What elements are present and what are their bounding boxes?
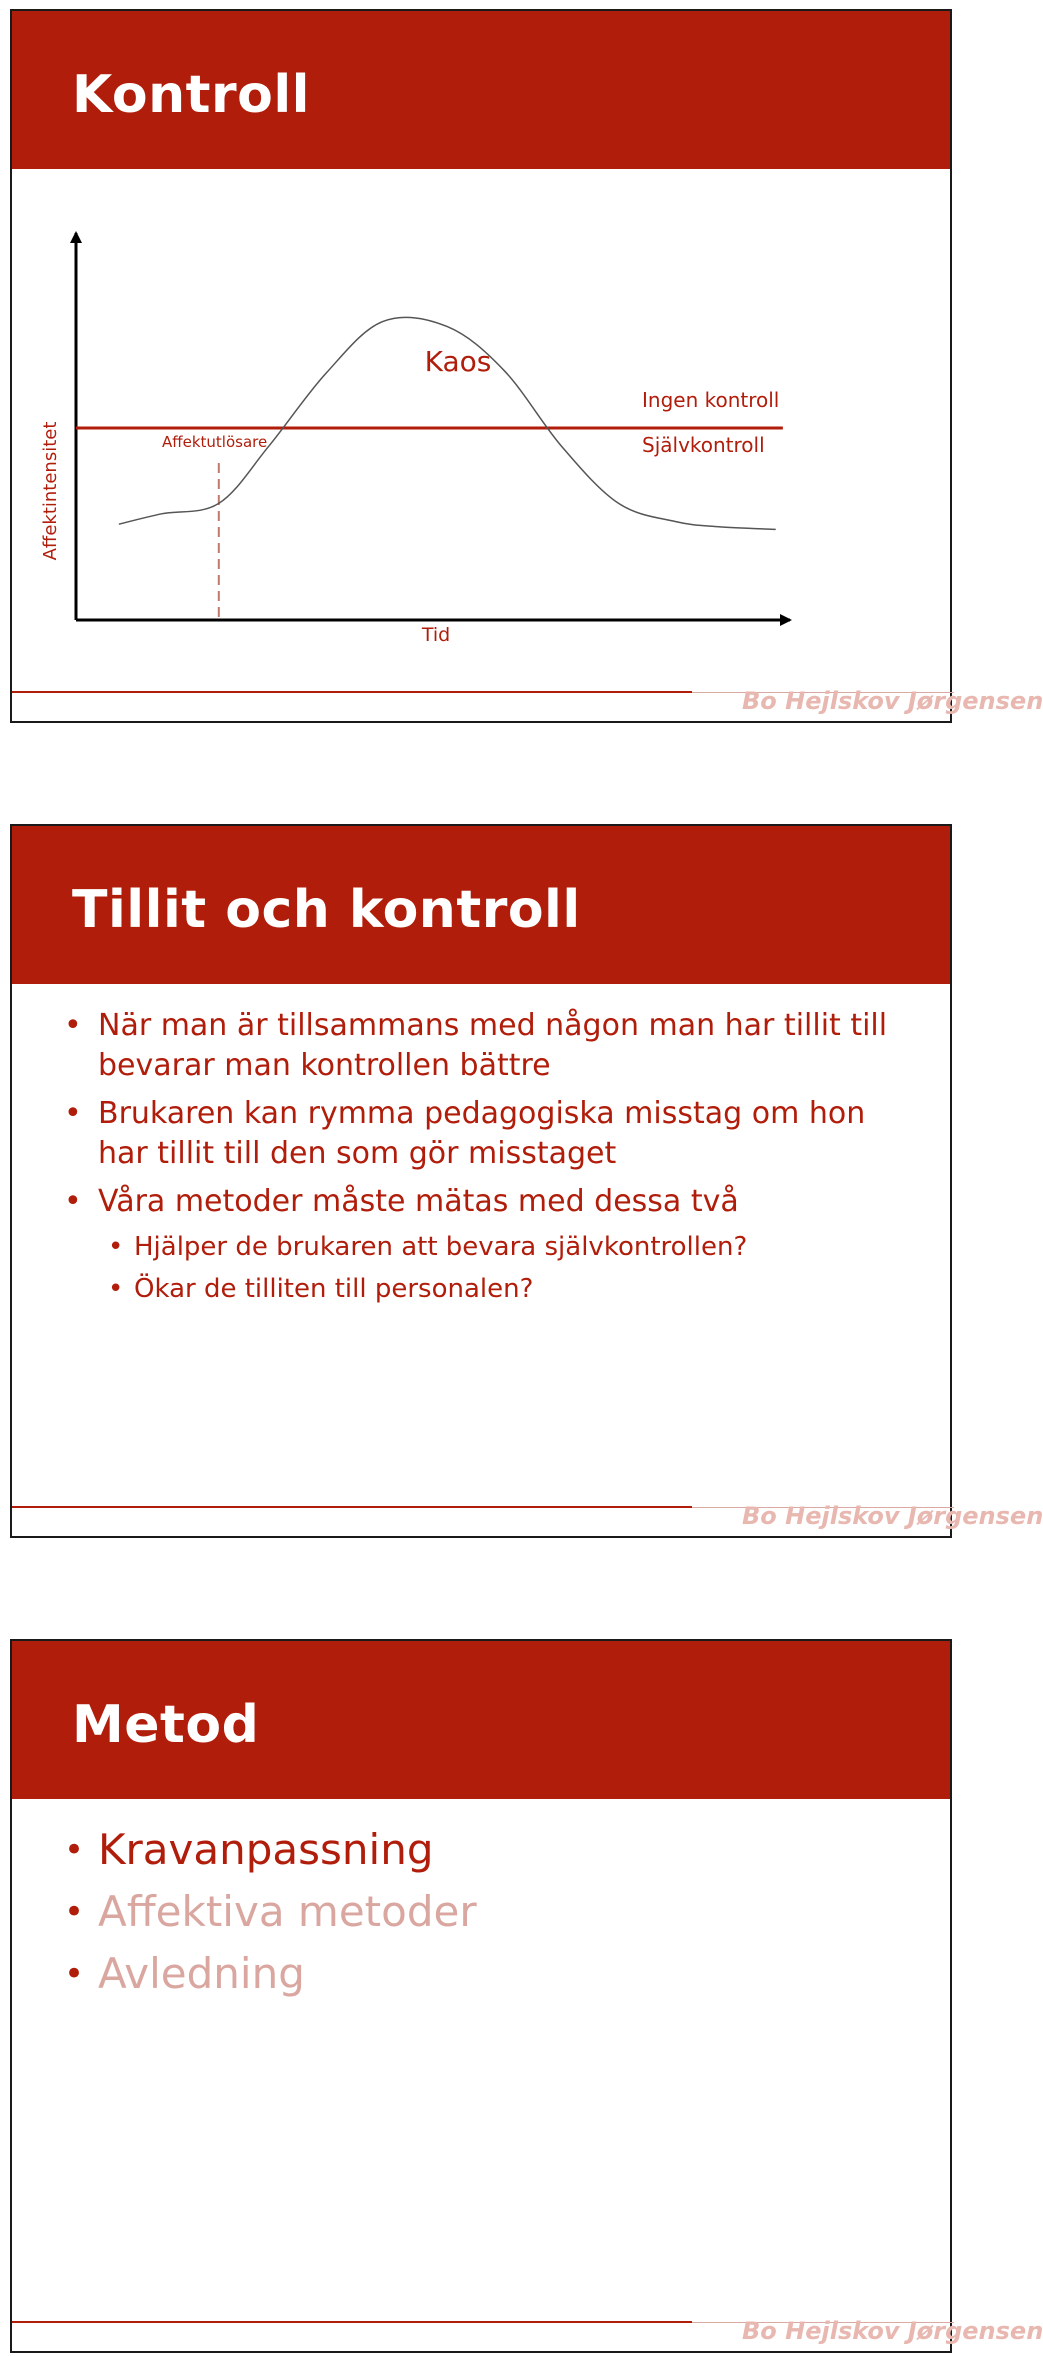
- sub-bullet-item: • Ökar de tilliten till personalen?: [108, 1268, 908, 1310]
- sub-bullet-list: [108, 1226, 908, 1310]
- slide-title: Tillit och kontroll: [72, 880, 581, 940]
- y-axis-label: Affektintensitet: [40, 421, 61, 561]
- peak-label: Kaos: [424, 345, 492, 378]
- footer-rule: [12, 1506, 692, 1508]
- footer-author: Bo Hejlskov Jørgensen: [742, 1502, 1043, 1530]
- footer-rule: [12, 691, 692, 693]
- method-list: [64, 1819, 924, 2005]
- footer-author: Bo Hejlskov Jørgensen: [742, 687, 1043, 715]
- method-item-affektiva-metoder: • Affektiva metoder: [64, 1881, 924, 1943]
- slide-title: Kontroll: [72, 65, 310, 125]
- lower-label: Självkontroll: [642, 433, 765, 457]
- slide-tillit-och-kontroll: [10, 824, 1043, 1538]
- bullet-item: • Våra metoder måste mätas med dessa två: [64, 1182, 924, 1222]
- upper-label: Ingen kontroll: [642, 388, 780, 412]
- x-axis-label: Tid: [421, 624, 451, 646]
- bullet-item: • Brukaren kan rymma pedagogiska misstag om hon har tillit till den som gör misstaget: [64, 1094, 924, 1174]
- bullet-list: [64, 1006, 924, 1230]
- bullet-item: • När man är tillsammans med någon man har tillit till bevarar man kontrollen bättre: [64, 1006, 924, 1086]
- slide-title: Metod: [72, 1695, 260, 1755]
- method-item-kravanpassning: • Kravanpassning: [64, 1819, 924, 1881]
- affect-curve-chart: [12, 11, 950, 721]
- trigger-label: Affektutlösare: [162, 433, 268, 451]
- sub-bullet-item: • Hjälper de brukaren att bevara självkontrollen?: [108, 1226, 908, 1268]
- slide-kontroll: [10, 9, 1043, 723]
- footer-rule: [12, 2321, 692, 2323]
- footer-author: Bo Hejlskov Jørgensen: [742, 2317, 1043, 2345]
- method-item-avledning: • Avledning: [64, 1943, 924, 2005]
- slide-metod: [10, 1639, 1043, 2353]
